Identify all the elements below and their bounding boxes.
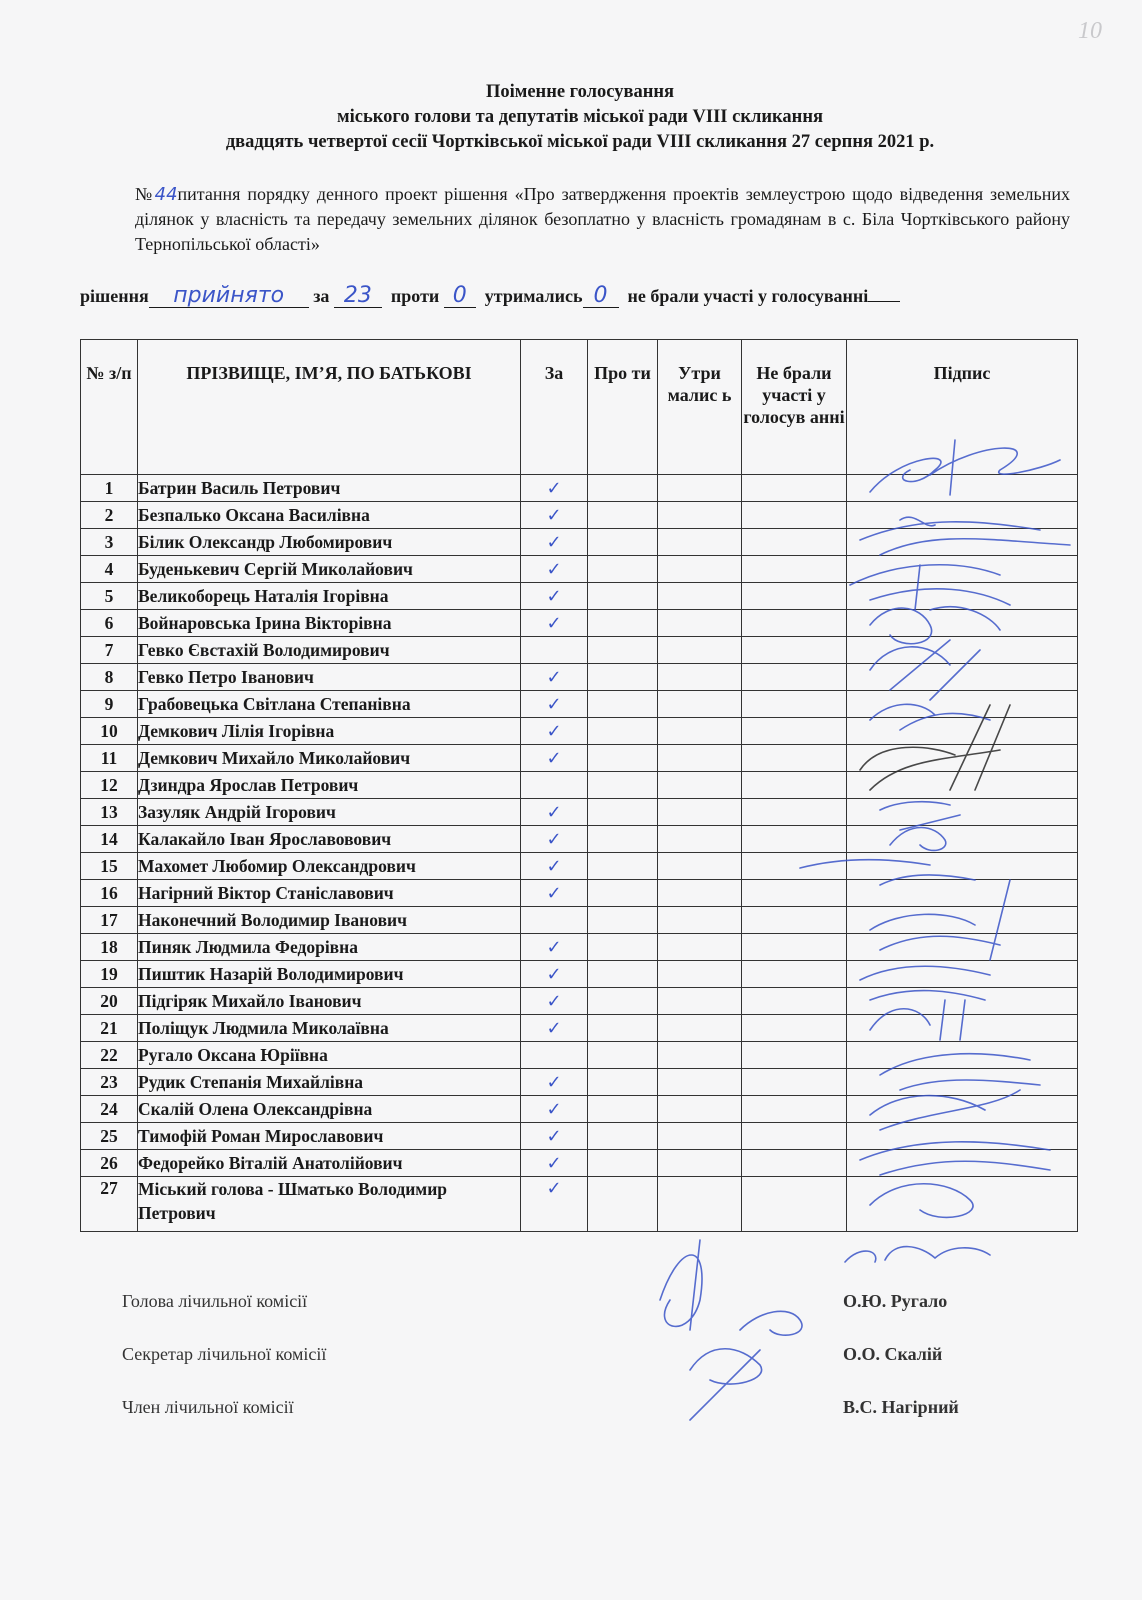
against-label: проти [390, 286, 440, 306]
row-vote-abstained [658, 880, 742, 907]
row-vote-abstained [658, 1123, 742, 1150]
row-vote-abstained [658, 1096, 742, 1123]
row-vote-for [521, 826, 588, 853]
row-vote-for [521, 1096, 588, 1123]
row-vote-against [588, 718, 658, 745]
table-row [81, 934, 1078, 961]
row-signature [847, 475, 1078, 502]
row-vote-against [588, 907, 658, 934]
table-row [81, 664, 1078, 691]
row-vote-for [521, 1042, 588, 1069]
row-vote-abstained [658, 988, 742, 1015]
table-row [81, 502, 1078, 529]
row-vote-abstained [658, 1150, 742, 1177]
row-name: Грабовецька Світлана Степанівна [138, 691, 521, 718]
agenda-question [135, 182, 1070, 257]
row-name: Махомет Любомир Олександрович [138, 853, 521, 880]
row-signature [847, 1015, 1078, 1042]
header-name: ПРІЗВИЩЕ, ІМ’Я, ПО БАТЬКОВІ [138, 340, 521, 475]
row-signature [847, 961, 1078, 988]
title-line-3: двадцять четвертої сесії Чортківської міської ради VIII скликання 27 серпня 2021 р. [225, 132, 935, 152]
row-number: 18 [81, 934, 138, 961]
header-num: № з/п [81, 340, 138, 475]
row-vote-against [588, 502, 658, 529]
row-not-participated [742, 826, 847, 853]
header-signature: Підпис [847, 340, 1078, 475]
row-signature [847, 988, 1078, 1015]
decision-result-blank [149, 285, 309, 308]
row-number: 15 [81, 853, 138, 880]
row-vote-against [588, 583, 658, 610]
row-not-participated [742, 691, 847, 718]
row-not-participated [742, 1150, 847, 1177]
row-number: 13 [81, 799, 138, 826]
against-count: 0 [452, 283, 467, 308]
row-vote-abstained [658, 772, 742, 799]
row-signature [847, 1042, 1078, 1069]
check-mark-icon: ✓ [546, 1017, 562, 1039]
row-vote-against [588, 961, 658, 988]
row-signature [847, 1177, 1078, 1232]
check-mark-icon: ✓ [546, 720, 562, 742]
row-name: Пиняк Людмила Федорівна [138, 934, 521, 961]
header-abstained: Утри малис ь [658, 340, 742, 475]
row-vote-for [521, 961, 588, 988]
row-vote-for [521, 1015, 588, 1042]
check-mark-icon: ✓ [546, 504, 562, 526]
table-row [81, 988, 1078, 1015]
row-vote-for [521, 1123, 588, 1150]
check-mark-icon: ✓ [546, 1098, 562, 1120]
row-signature [847, 664, 1078, 691]
row-name: Поліщук Людмила Миколаївна [138, 1015, 521, 1042]
header-for: За [521, 340, 588, 475]
row-number: 21 [81, 1015, 138, 1042]
check-mark-icon: ✓ [546, 936, 562, 958]
row-not-participated [742, 853, 847, 880]
row-name: Буденькевич Сергій Миколайович [138, 556, 521, 583]
table-row [81, 691, 1078, 718]
row-signature [847, 1123, 1078, 1150]
row-vote-for [521, 853, 588, 880]
row-vote-against [588, 853, 658, 880]
row-not-participated [742, 934, 847, 961]
chair-role: Голова лічильної комісії [122, 1291, 308, 1311]
row-vote-for [521, 529, 588, 556]
row-not-participated [742, 1123, 847, 1150]
row-not-participated [742, 1096, 847, 1123]
row-signature [847, 772, 1078, 799]
row-name: Тимофій Роман Мирославович [138, 1123, 521, 1150]
row-not-participated [742, 907, 847, 934]
row-signature [847, 1096, 1078, 1123]
for-label: за [313, 286, 330, 306]
row-vote-for [521, 664, 588, 691]
row-name: Скалій Олена Олександрівна [138, 1096, 521, 1123]
row-signature [847, 556, 1078, 583]
row-number: 10 [81, 718, 138, 745]
row-signature [847, 691, 1078, 718]
row-vote-abstained [658, 610, 742, 637]
row-not-participated [742, 502, 847, 529]
row-number: 8 [81, 664, 138, 691]
row-vote-for [521, 799, 588, 826]
row-vote-for [521, 475, 588, 502]
row-number: 9 [81, 691, 138, 718]
vote-table [80, 339, 1078, 1232]
row-not-participated [742, 880, 847, 907]
table-row [81, 583, 1078, 610]
row-vote-for [521, 691, 588, 718]
decision-result: прийнято [173, 283, 285, 308]
check-mark-icon: ✓ [546, 828, 562, 850]
check-mark-icon: ✓ [546, 1178, 562, 1199]
row-vote-abstained [658, 1069, 742, 1096]
row-signature [847, 718, 1078, 745]
row-number: 22 [81, 1042, 138, 1069]
row-vote-against [588, 826, 658, 853]
row-number: 4 [81, 556, 138, 583]
secretary-name: О.О. Скалій [843, 1344, 943, 1364]
row-name: Ругало Оксана Юріївна [138, 1042, 521, 1069]
row-number: 23 [81, 1069, 138, 1096]
row-signature [847, 529, 1078, 556]
row-not-participated [742, 745, 847, 772]
check-mark-icon: ✓ [546, 990, 562, 1012]
row-not-participated [742, 1177, 847, 1232]
row-vote-abstained [658, 637, 742, 664]
check-mark-icon: ✓ [546, 855, 562, 877]
check-mark-icon: ✓ [546, 1125, 562, 1147]
row-number: 27 [81, 1177, 138, 1232]
check-mark-icon: ✓ [546, 558, 562, 580]
against-count-blank [444, 285, 476, 308]
row-name: Наконечний Володимир Іванович [138, 907, 521, 934]
row-vote-for [521, 988, 588, 1015]
row-signature [847, 637, 1078, 664]
row-vote-against [588, 934, 658, 961]
table-row [81, 475, 1078, 502]
table-row [81, 529, 1078, 556]
row-vote-for [521, 880, 588, 907]
row-vote-abstained [658, 475, 742, 502]
row-signature [847, 1150, 1078, 1177]
header-against: Про ти [588, 340, 658, 475]
check-mark-icon: ✓ [546, 1071, 562, 1093]
table-row [81, 1123, 1078, 1150]
row-number: 17 [81, 907, 138, 934]
row-signature [847, 610, 1078, 637]
table-row [81, 880, 1078, 907]
row-vote-against [588, 1177, 658, 1232]
table-row [81, 799, 1078, 826]
row-vote-against [588, 691, 658, 718]
row-not-participated [742, 475, 847, 502]
header-not-participated: Не брали участі у голосув анні [742, 340, 847, 475]
row-vote-abstained [658, 583, 742, 610]
row-vote-against [588, 880, 658, 907]
row-vote-against [588, 637, 658, 664]
row-number: 16 [81, 880, 138, 907]
check-mark-icon: ✓ [546, 585, 562, 607]
row-number: 12 [81, 772, 138, 799]
row-vote-against [588, 556, 658, 583]
row-name: Федорейко Віталій Анатолійович [138, 1150, 521, 1177]
check-mark-icon: ✓ [546, 666, 562, 688]
row-vote-for [521, 772, 588, 799]
member-role: Член лічильної комісії [122, 1397, 294, 1417]
title-line-1: Поіменне голосування [485, 82, 675, 102]
row-signature [847, 1069, 1078, 1096]
row-signature [847, 745, 1078, 772]
row-name: Демкович Лілія Ігорівна [138, 718, 521, 745]
row-vote-for [521, 502, 588, 529]
abstained-label: утримались [484, 286, 583, 306]
signature-secretary-2 [740, 1311, 802, 1335]
row-number: 24 [81, 1096, 138, 1123]
row-vote-for [521, 934, 588, 961]
vote-table-body [81, 475, 1078, 1232]
row-vote-abstained [658, 853, 742, 880]
row-not-participated [742, 718, 847, 745]
check-mark-icon: ✓ [546, 477, 562, 499]
title-line-2: міського голови та депутатів міської ради VIII скликання [337, 107, 823, 127]
member-name: В.С. Нагірний [843, 1397, 959, 1417]
row-number: 20 [81, 988, 138, 1015]
not-participated-blank [868, 301, 900, 302]
row-name: Демкович Михайло Миколайович [138, 745, 521, 772]
row-vote-for [521, 637, 588, 664]
row-vote-against [588, 1123, 658, 1150]
table-row [81, 853, 1078, 880]
table-row [81, 1150, 1078, 1177]
row-vote-abstained [658, 664, 742, 691]
row-not-participated [742, 529, 847, 556]
question-text: питання порядку денного проект рішення «Про затвердження проектів землеустрою щодо відведення земельних ділянок у власність та передачу земельних ділянок безоплатно у власність громадянам в с. Біла Чортківського району Тернопільської області» [135, 184, 1070, 254]
table-row [81, 718, 1078, 745]
check-mark-icon: ✓ [546, 963, 562, 985]
check-mark-icon: ✓ [546, 612, 562, 634]
for-count-blank [334, 285, 382, 308]
row-vote-against [588, 664, 658, 691]
row-vote-for [521, 907, 588, 934]
not-participated-label: не брали участі у голосуванні [627, 286, 869, 306]
row-name: Пиштик Назарій Володимирович [138, 961, 521, 988]
row-signature [847, 502, 1078, 529]
table-row [81, 772, 1078, 799]
check-mark-icon: ✓ [546, 747, 562, 769]
table-row [81, 1096, 1078, 1123]
row-number: 2 [81, 502, 138, 529]
table-row [81, 745, 1078, 772]
row-vote-for [521, 718, 588, 745]
row-vote-abstained [658, 529, 742, 556]
row-signature [847, 583, 1078, 610]
chair-name: О.Ю. Ругало [843, 1291, 948, 1311]
row-name: Безпалько Оксана Василівна [138, 502, 521, 529]
row-vote-against [588, 1069, 658, 1096]
row-not-participated [742, 637, 847, 664]
row-vote-for [521, 556, 588, 583]
table-header-row [81, 340, 1078, 475]
row-vote-for [521, 583, 588, 610]
row-vote-against [588, 799, 658, 826]
row-name: Міський голова - Шматько Володимир Петрович [138, 1177, 521, 1232]
row-name: Рудик Степанія Михайлівна [138, 1069, 521, 1096]
row-vote-abstained [658, 907, 742, 934]
row-number: 14 [81, 826, 138, 853]
row-not-participated [742, 1042, 847, 1069]
row-signature [847, 826, 1078, 853]
row-not-participated [742, 799, 847, 826]
row-name: Гевко Євстахій Володимирович [138, 637, 521, 664]
row-name: Підгіряк Михайло Іванович [138, 988, 521, 1015]
row-not-participated [742, 664, 847, 691]
row-vote-abstained [658, 556, 742, 583]
row-vote-for [521, 1177, 588, 1232]
table-row [81, 826, 1078, 853]
row-name: Войнаровська Ірина Вікторівна [138, 610, 521, 637]
row-vote-against [588, 610, 658, 637]
row-vote-against [588, 1042, 658, 1069]
table-row [81, 610, 1078, 637]
row-number: 26 [81, 1150, 138, 1177]
table-row [81, 1069, 1078, 1096]
signature-member [690, 1349, 762, 1420]
row-number: 25 [81, 1123, 138, 1150]
row-vote-abstained [658, 1015, 742, 1042]
row-name: Гевко Петро Іванович [138, 664, 521, 691]
row-vote-against [588, 772, 658, 799]
check-mark-icon: ✓ [546, 1152, 562, 1174]
row-vote-abstained [658, 1042, 742, 1069]
row-not-participated [742, 961, 847, 988]
row-name: Великоборець Наталія Ігорівна [138, 583, 521, 610]
row-number: 11 [81, 745, 138, 772]
row-vote-against [588, 1015, 658, 1042]
row-not-participated [742, 1069, 847, 1096]
row-vote-against [588, 475, 658, 502]
table-row [81, 1015, 1078, 1042]
row-number: 5 [81, 583, 138, 610]
row-number: 19 [81, 961, 138, 988]
row-vote-abstained [658, 961, 742, 988]
row-name: Нагірний Віктор Станіславович [138, 880, 521, 907]
row-signature [847, 934, 1078, 961]
row-vote-for [521, 1150, 588, 1177]
row-signature [847, 853, 1078, 880]
row-vote-for [521, 1069, 588, 1096]
table-row [81, 1177, 1078, 1232]
row-signature [847, 880, 1078, 907]
table-row [81, 556, 1078, 583]
row-vote-against [588, 988, 658, 1015]
row-not-participated [742, 583, 847, 610]
check-mark-icon: ✓ [546, 801, 562, 823]
row-name: Білик Олександр Любомирович [138, 529, 521, 556]
table-row [81, 907, 1078, 934]
secretary-role: Секретар лічильної комісії [122, 1344, 327, 1364]
row-vote-against [588, 745, 658, 772]
row-vote-for [521, 610, 588, 637]
row-vote-abstained [658, 1177, 742, 1232]
row-not-participated [742, 772, 847, 799]
row-not-participated [742, 556, 847, 583]
check-mark-icon: ✓ [546, 882, 562, 904]
row-vote-against [588, 529, 658, 556]
row-vote-abstained [658, 826, 742, 853]
row-vote-abstained [658, 502, 742, 529]
row-number: 6 [81, 610, 138, 637]
decision-line [80, 283, 1080, 309]
signature-chair [845, 1247, 990, 1262]
abstained-count-blank [583, 285, 619, 308]
row-vote-abstained [658, 799, 742, 826]
row-name: Батрин Василь Петрович [138, 475, 521, 502]
row-vote-abstained [658, 691, 742, 718]
check-mark-icon: ✓ [546, 531, 562, 553]
row-number: 7 [81, 637, 138, 664]
row-vote-against [588, 1096, 658, 1123]
row-signature [847, 907, 1078, 934]
row-vote-against [588, 1150, 658, 1177]
question-prefix: № [135, 184, 155, 204]
row-not-participated [742, 988, 847, 1015]
decision-label: рішення [80, 286, 149, 306]
row-not-participated [742, 610, 847, 637]
row-vote-abstained [658, 934, 742, 961]
table-row [81, 637, 1078, 664]
document-title [80, 80, 1080, 155]
row-vote-abstained [658, 718, 742, 745]
row-vote-for [521, 745, 588, 772]
signature-secretary [660, 1240, 702, 1330]
for-count: 23 [343, 283, 372, 308]
table-row [81, 961, 1078, 988]
check-mark-icon: ✓ [546, 693, 562, 715]
page-number: 10 [1078, 18, 1102, 44]
abstained-count: 0 [593, 283, 608, 308]
row-number: 1 [81, 475, 138, 502]
table-row [81, 1042, 1078, 1069]
row-name: Зазуляк Андрій Ігорович [138, 799, 521, 826]
row-signature [847, 799, 1078, 826]
row-name: Дзиндра Ярослав Петрович [138, 772, 521, 799]
row-vote-abstained [658, 745, 742, 772]
row-name: Калакайло Іван Ярославовович [138, 826, 521, 853]
question-number: 44 [154, 184, 178, 205]
row-not-participated [742, 1015, 847, 1042]
row-number: 3 [81, 529, 138, 556]
